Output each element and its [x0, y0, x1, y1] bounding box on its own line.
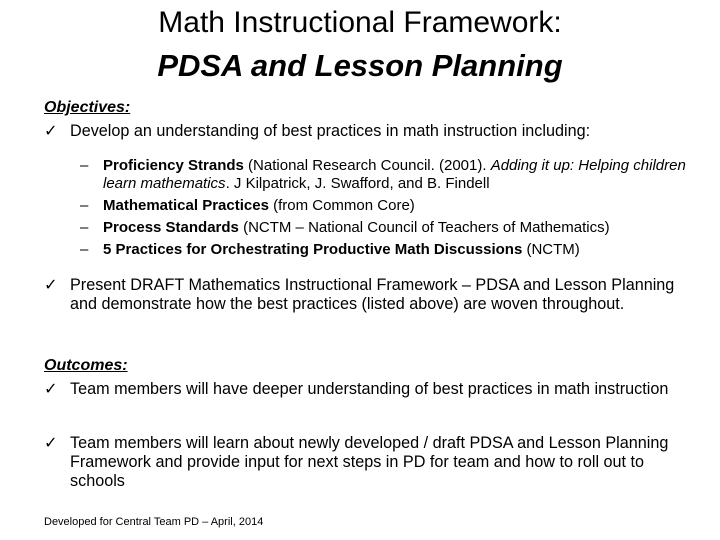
outcome-bullet-2-text: Team members will learn about newly developed / draft PDSA and Lesson Planning Framework and provide input for next steps in PD for team and how to roll out to schools	[70, 434, 669, 490]
sub-bullet-five-practices-bold: 5 Practices for Orchestrating Productive Math Discussions	[103, 241, 523, 258]
objective-bullet-2	[44, 276, 694, 314]
outcomes-heading: Outcomes:	[44, 357, 128, 374]
sub-bullet-proficiency-bold: Proficiency Strands	[103, 157, 244, 174]
sub-bullet-five-practices	[80, 241, 700, 259]
dash-icon: –	[80, 197, 89, 214]
outcome-bullet-1-text: Team members will have deeper understanding of best practices in math instruction	[70, 380, 669, 398]
dash-icon: –	[80, 241, 89, 258]
sub-bullet-proficiency	[80, 157, 700, 193]
objective-bullet-1	[44, 122, 694, 141]
sub-bullet-process	[80, 219, 700, 237]
checkmark-icon: ✓	[44, 380, 58, 398]
sub-bullet-five-practices-text: (NCTM)	[522, 241, 580, 258]
dash-icon: –	[80, 219, 89, 236]
sub-bullet-practices-text: (from Common Core)	[268, 197, 415, 214]
sub-bullet-proficiency-italic: Adding it up: Helping children learn mathematics	[103, 157, 686, 192]
checkmark-icon: ✓	[44, 434, 58, 452]
sub-bullet-process-bold: Process Standards	[103, 219, 239, 236]
dash-icon: –	[80, 157, 89, 174]
checkmark-icon: ✓	[44, 122, 58, 140]
sub-bullet-practices	[80, 197, 700, 215]
outcome-bullet-1	[44, 380, 694, 399]
sub-bullet-proficiency-text: (National Research Council. (2001).	[243, 157, 491, 174]
checkmark-icon: ✓	[44, 276, 58, 294]
slide-title: Math Instructional Framework:	[158, 6, 562, 39]
sub-bullet-practices-bold: Mathematical Practices	[103, 197, 269, 214]
objective-bullet-1-text: Develop an understanding of best practices in math instruction including:	[70, 122, 591, 140]
sub-bullet-process-text: (NCTM – National Council of Teachers of Mathematics)	[238, 219, 610, 236]
footer-note: Developed for Central Team PD – April, 2014	[44, 516, 264, 528]
objective-bullet-2-text: Present DRAFT Mathematics Instructional Framework – PDSA and Lesson Planning and demonstrate how the best practices (listed above) are woven throughout.	[70, 276, 675, 313]
sub-bullet-proficiency-rest: . J Kilpatrick, J. Swafford, and B. Findell	[225, 175, 490, 192]
objectives-heading: Objectives:	[44, 99, 131, 116]
slide-subtitle: PDSA and Lesson Planning	[157, 48, 563, 83]
outcome-bullet-2	[44, 434, 694, 491]
